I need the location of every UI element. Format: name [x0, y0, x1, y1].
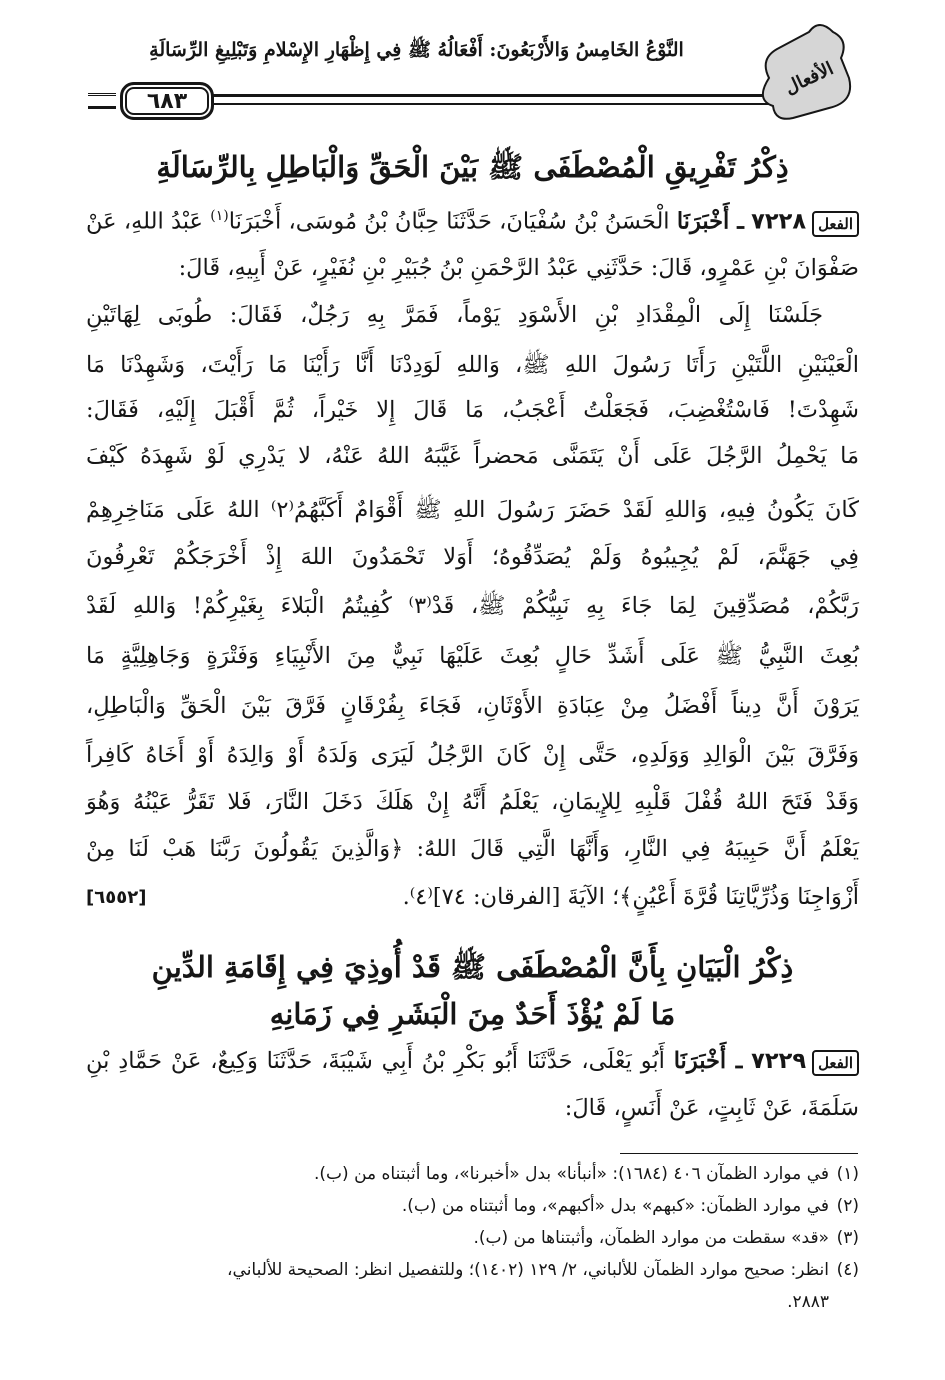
footnote-number: (٢) — [836, 1196, 859, 1216]
akhbarana: ـ أَخْبَرَنَا — [676, 208, 744, 235]
footnote-text: في موارد الظمآن: «كبهم» بدل «أكبهم»، وما أثبتناه من (ب). — [401, 1196, 829, 1216]
header-rule-right — [212, 94, 795, 105]
footnote — [86, 1228, 859, 1248]
body-line: مَا يَحْمِلُ الرَّجُلَ عَلَى أَنْ يَتَمَنَّى مَحضراً غَيَّبَهُ اللهُ عَنْهُ، لا يَدْرِي لَوْ شَهِدَهُ كَيْفَ — [86, 443, 859, 469]
body-line: بُعِثَ النَّبِيُّ ﷺ عَلَى أَشَدِّ حَالٍ بُعِثَ عَلَيْهَا نَبِيٌّ مِنَ الأَنْبِيَاءِ وَفَتْرَةٍ وَجَاهِلِيَّةٍ مَا — [86, 643, 859, 669]
hadith-number: ٧٢٢٩ — [751, 1048, 807, 1074]
body-line: وَقَدْ فَتَحَ اللهُ قُفْلَ قَلْبِهِ لِلإِيمَانِ، يَعْلَمُ أَنَّهُ إِنْ هَلَكَ دَخَلَ النَّارَ، فَلا تَقَرُّ عَيْنُهُ وَهُوَ — [86, 789, 859, 815]
isnad-line-2: صَفْوَانَ بْنِ عَمْرٍو، قَالَ: حَدَّثَنِي عَبْدُ الرَّحْمَنِ بْنُ جُبَيْرِ بْنِ نُفَيْرٍ، عَنْ أَبِيهِ، قَالَ: — [178, 255, 859, 281]
body-line: جَلَسْنَا إِلَى الْمِقْدَادِ بْنِ الأَسْوَدِ يَوْماً، فَمَرَّ بِهِ رَجُلٌ، فَقَالَ: طُوبَى لِهَاتَيْنِ — [86, 302, 823, 328]
body-line: يَرَوْنَ أَنَّ دِيناً أَفْضَلُ مِنْ عِبَادَةِ الأَوْثَانِ، فَجَاءَ بِفُرْقَانٍ فَرَّقَ بَيْنَ الْحَقِّ وَالْبَاطِلِ، — [86, 693, 859, 719]
body-line: الْعَيْنَيْنِ اللَّتَيْنِ رَأَتَا رَسُولَ اللهِ ﷺ، وَاللهِ لَوَدِدْنَا أَنَّا رَأَيْنَا مَا رَأَيْتَ، وَشَهِدْنَا مَا — [86, 352, 859, 378]
corner-label: الأفعال — [781, 58, 837, 99]
running-header — [88, 30, 745, 90]
footnote-number: (٤) — [836, 1260, 859, 1280]
footnote — [86, 1292, 859, 1312]
section-title-2b: مَا لَمْ يُؤْذَ أَحَدٌ مِنَ الْبَشَرِ فِي زَمَانِهِ — [269, 997, 676, 1031]
footnote — [86, 1260, 859, 1280]
akhbarana: ـ أَخْبَرَنَا — [673, 1048, 743, 1074]
body-line: كَانَ يَكُونُ فِيهِ، وَاللهِ لَقَدْ حَضَرَ رَسُولَ اللهِ ﷺ أَقْوَامٌ أَكَبَّهُمُ⁽٢⁾ اللهُ عَلَى مَنَاخِرِهِمْ — [86, 497, 860, 523]
section-title-2a: ذِكْرُ الْبَيَانِ بِأَنَّ الْمُصْطَفَى ﷺ قَدْ أُوذِيَ فِي إِقَامَةِ الدِّينِ — [151, 950, 794, 984]
footnote-rule — [620, 1153, 858, 1154]
body-line: فِي جَهَنَّمَ، لَمْ يُجِيبُوهُ وَلَمْ يُصَدِّقُوهُ؛ أَوَلا تَحْمَدُونَ اللهَ إِذْ أَخْرَجَكُمْ تَعْرِفُونَ — [86, 544, 859, 570]
page-number: ٦٨٣ — [120, 82, 214, 120]
footnote — [86, 1196, 859, 1216]
header-title: النَّوْعُ الخَامِسُ وَالأَرْبَعُونَ: أَفْعَالُهُ ﷺ فِي إِظْهَارِ الإِسْلامِ وَتَبْلِيغِ الرِّسَالَةِ — [149, 39, 684, 61]
section-title-1: ذِكْرُ تَفْرِيقِ الْمُصْطَفَى ﷺ بَيْنَ الْحَقِّ وَالْبَاطِلِ بِالرِّسَالَةِ — [156, 150, 789, 184]
isnad-text: الْحَسَنُ بْنُ سُفْيَانَ، حَدَّثَنَا حِبَّانُ بْنُ مُوسَى، أَخْبَرَنَا — [228, 208, 670, 235]
footnote-number: (٣) — [836, 1228, 859, 1248]
hadith-reference: [٦٥٥٢] — [86, 887, 147, 908]
body-line: شَهِدْتَ! فَاسْتُغْضِبَ، فَجَعَلْتُ أَعْجَبُ، مَا قَالَ إِلا خَيْراً، ثُمَّ أَقْبَلَ إِلَيْهِ، فَقَالَ: — [86, 397, 859, 423]
header-rule-left — [88, 93, 116, 109]
isnad-line — [86, 1048, 859, 1088]
isnad-line — [86, 208, 859, 248]
footnote-text: ٢٨٨٣. — [787, 1292, 829, 1312]
footnote-number: (١) — [836, 1164, 859, 1184]
footnote-text: انظر: صحيح موارد الظمآن للألباني، ٢/ ١٢٩ (١٤٠٢)؛ وللتفصيل انظر: الصحيحة للألباني، — [227, 1260, 829, 1280]
isnad-line-2: سَلَمَةَ، عَنْ ثَابِتٍ، عَنْ أَنَسٍ، قَالَ: — [564, 1095, 859, 1121]
puzzle-corner-icon — [749, 18, 859, 128]
section-badge: الفعل — [812, 1050, 859, 1076]
body-line: أَزْوَاجِنَا وَذُرِّيَّاتِنَا قُرَّةَ أَعْيُنٍ﴾؛ الآيَةَ [الفرقان: ٧٤]⁽٤⁾. — [402, 884, 859, 910]
isnad-text-end: عَبْدُ اللهِ، عَنْ — [86, 208, 203, 235]
footnote-text: في موارد الظمآن ٤٠٦ (١٦٨٤): «أنبأنا» بدل «أخبرنا»، وما أثبتناه من (ب). — [314, 1164, 829, 1184]
body-line: رَبَّكُمْ، مُصَدِّقِينَ لِمَا جَاءَ بِهِ نَبِيُّكُمْ ﷺ، قَدْ⁽٣⁾ كُفِيتُمُ الْبَلاءَ بِغَيْرِكُمْ! وَاللهِ لَقَدْ — [86, 593, 859, 619]
section-badge: الفعل — [812, 211, 859, 237]
footnote-text: «قد» سقطت من موارد الظمآن، وأثبتناها من (ب). — [473, 1228, 829, 1248]
body-line: يَعْلَمُ أَنَّ حَبِيبَهُ فِي النَّارِ، وَأَنَّهَا الَّتِي قَالَ اللهُ: ﴿وَالَّذِينَ يَقُولُونَ رَبَّنَا هَبْ لَنَا مِنْ — [86, 836, 859, 862]
isnad-text: أَبُو يَعْلَى، حَدَّثَنَا أَبُو بَكْرِ بْنُ أَبِي شَيْبَةَ، حَدَّثَنَا وَكِيعٌ، عَنْ حَمَّادِ بْنِ — [86, 1048, 665, 1074]
body-line: وَفَرَّقَ بَيْنَ الْوَالِدِ وَوَلَدِهِ، حَتَّى إِنْ كَانَ الرَّجُلُ لَيَرَى وَلَدَهُ أَوْ وَالِدَهُ أَوْ أَخَاهُ كَافِراً — [86, 742, 859, 768]
hadith-number: ٧٢٢٨ — [751, 208, 807, 235]
footnote-ref-1: (١) — [210, 208, 229, 224]
footnote — [86, 1164, 859, 1184]
